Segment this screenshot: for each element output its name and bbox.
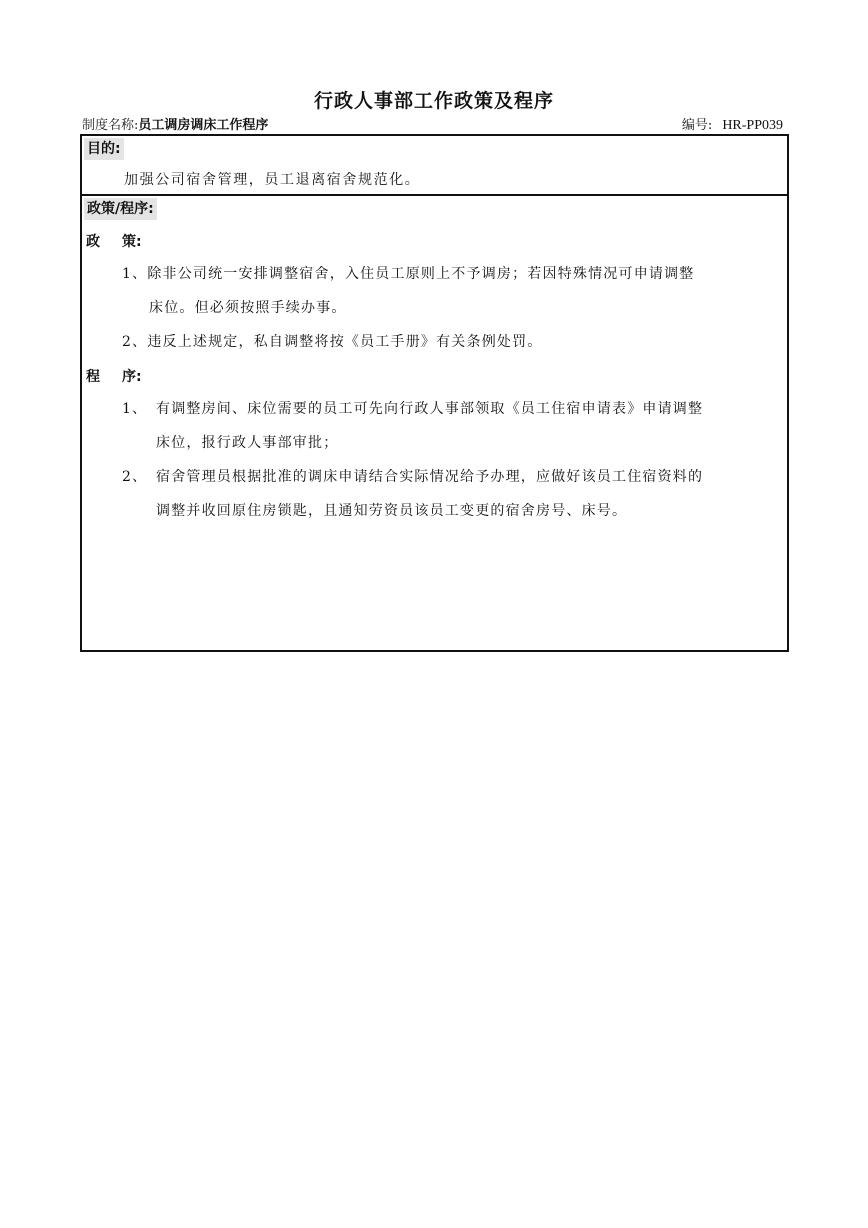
policy-name-value: 员工调房调床工作程序 [138, 118, 269, 133]
procedure-item-1 [122, 392, 784, 460]
policy-item-1-number: 1、 [122, 266, 148, 282]
policy-item-2 [122, 325, 784, 359]
policy-item-2-number: 2、 [122, 334, 148, 350]
document-code-label: 编号: [681, 118, 713, 133]
policy-item-1-line1: 除非公司统一安排调整宿舍，入住员工原则上不予调房；若因特殊情况可申请调整 [147, 266, 695, 282]
policy-item-1 [122, 257, 784, 325]
policy-item-1-line2: 床位。但必须按照手续办事。 [149, 300, 347, 316]
purpose-text: 加强公司宿舍管理，员工退离宿舍规范化。 [124, 172, 421, 188]
policy-heading [86, 231, 142, 251]
procedure-item-2 [122, 460, 784, 528]
purpose-heading: 目的: [84, 138, 124, 160]
procedure-item-1-line2: 床位，报行政人事部审批； [156, 435, 339, 451]
document-code-value: HR-PP039 [722, 118, 783, 133]
procedure-heading-char1: 程 [86, 369, 100, 385]
procedure-item-2-number: 2、 [122, 469, 148, 485]
purpose-section [82, 136, 787, 196]
procedure-item-1-number: 1、 [122, 401, 148, 417]
procedure-item-1-line1: 有调整房间、床位需要的员工可先向行政人事部领取《员工住宿申请表》申请调整 [156, 401, 704, 417]
policy-item-2-line1: 违反上述规定，私自调整将按《员工手册》有关条例处罚。 [147, 334, 543, 350]
document-meta [82, 116, 787, 136]
procedure-heading-char2: 序: [122, 369, 142, 385]
policy-name [82, 116, 268, 136]
document-title: 行政人事部工作政策及程序 [313, 90, 554, 112]
procedure-item-2-line2: 调整并收回原住房锁匙，且通知劳资员该员工变更的宿舍房号、床号。 [156, 503, 628, 519]
policy-frame [80, 134, 789, 652]
procedure-item-2-line1: 宿舍管理员根据批准的调床申请结合实际情况给予办理，应做好该员工住宿资料的 [156, 469, 704, 485]
procedure-heading [86, 366, 142, 386]
policy-heading-char1: 政 [86, 234, 100, 250]
policy-heading-char2: 策: [122, 234, 142, 250]
policy-name-label: 制度名称: [82, 118, 139, 133]
policy-procedure-heading: 政策/程序: [84, 198, 157, 220]
document-code [682, 116, 783, 136]
